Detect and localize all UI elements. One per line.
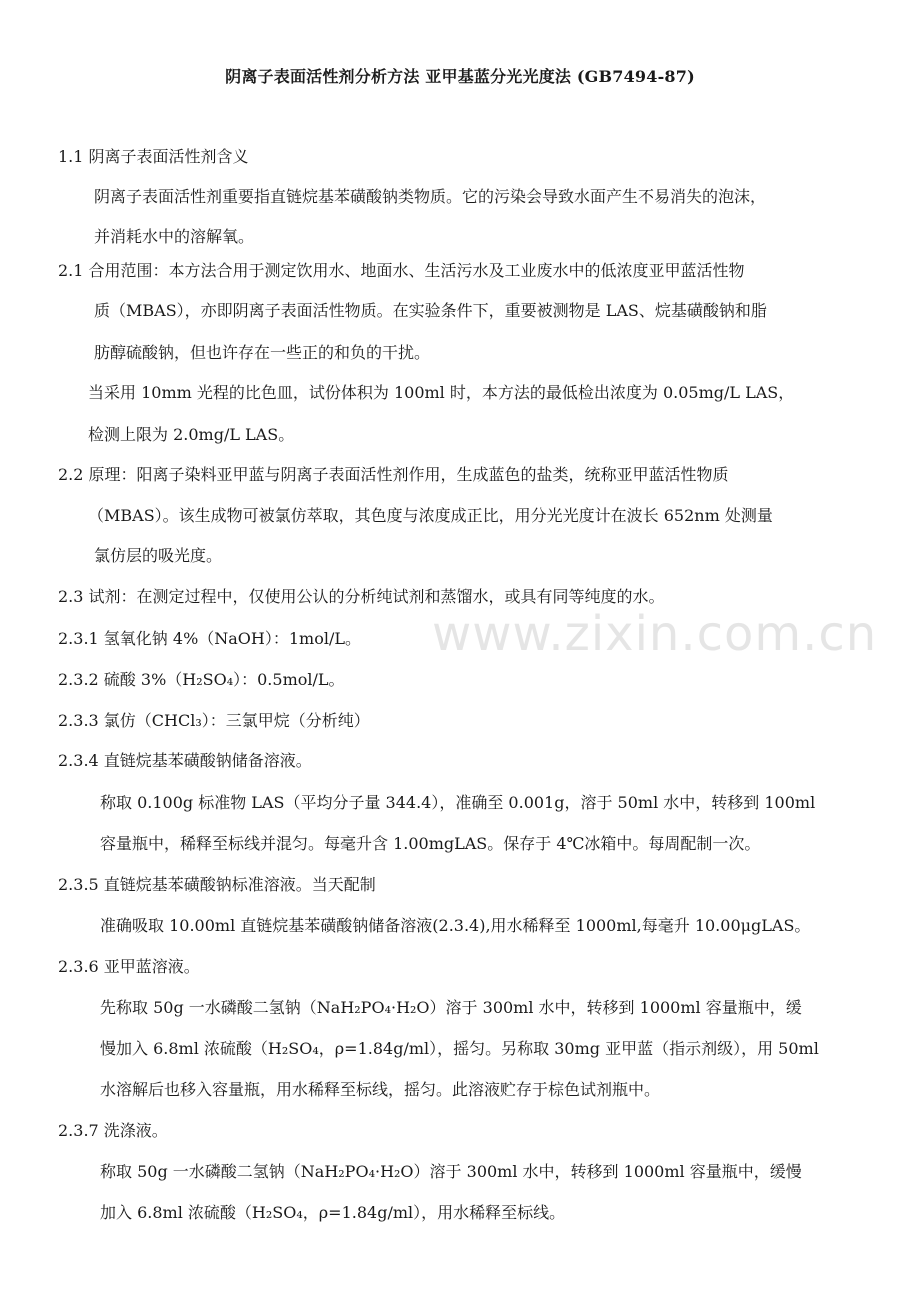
watermark: www.zixin.com.cn <box>432 606 878 662</box>
paragraph-line: 肪醇硫酸钠，但也许存在一些正的和负的干扰。 <box>94 343 431 362</box>
paragraph-line: 称取 0.100g 标准物 LAS（平均分子量 344.4），准确至 0.001g，溶于 50ml 水中，转移到 100ml <box>100 793 816 812</box>
section-1-1-heading: 1.1 阴离子表面活性剂含义 <box>58 147 249 166</box>
section-2-3-6: 2.3.6 亚甲蓝溶液。 <box>58 957 200 976</box>
paragraph-line: 容量瓶中，稀释至标线并混匀。每毫升含 1.00mgLAS。保存于 4℃冰箱中。每周配制一次。 <box>100 834 761 853</box>
paragraph-line: 并消耗水中的溶解氧。 <box>94 227 255 246</box>
section-2-3-heading: 2.3 试剂：在测定过程中，仅使用公认的分析纯试剂和蒸馏水，或具有同等纯度的水。 <box>58 587 665 606</box>
paragraph-line: 先称取 50g 一水磷酸二氢钠（NaH₂PO₄·H₂O）溶于 300ml 水中，转移到 1000ml 容量瓶中，缓 <box>100 998 802 1017</box>
section-2-3-3: 2.3.3 氯仿（CHCl₃）：三氯甲烷（分析纯） <box>58 711 370 730</box>
paragraph-line: 阴离子表面活性剂重要指直链烷基苯磺酸钠类物质。它的污染会导致水面产生不易消失的泡沫， <box>94 187 767 206</box>
paragraph-line: 当采用 10mm 光程的比色皿，试份体积为 100ml 时，本方法的最低检出浓度为 0.05mg/L LAS， <box>88 383 795 402</box>
paragraph-line: 质（MBAS），亦即阴离子表面活性物质。在实验条件下，重要被测物是 LAS、烷基磺酸钠和脂 <box>94 301 767 320</box>
paragraph-line: 加入 6.8ml 浓硫酸（H₂SO₄，ρ=1.84g/ml），用水稀释至标线。 <box>100 1203 566 1222</box>
section-2-3-4: 2.3.4 直链烷基苯磺酸钠储备溶液。 <box>58 751 312 770</box>
paragraph-line: 水溶解后也移入容量瓶，用水稀释至标线，摇匀。此溶液贮存于棕色试剂瓶中。 <box>100 1080 661 1099</box>
section-2-3-5: 2.3.5 直链烷基苯磺酸钠标准溶液。当天配制 <box>58 875 376 894</box>
section-2-3-1: 2.3.1 氢氧化钠 4%（NaOH）：1mol/L。 <box>58 629 361 648</box>
section-2-3-2: 2.3.2 硫酸 3%（H₂SO₄）：0.5mol/L。 <box>58 670 345 689</box>
paragraph-line: 慢加入 6.8ml 浓硫酸（H₂SO₄，ρ=1.84g/ml），摇匀。另称取 30mg 亚甲蓝（指示剂级），用 50ml <box>100 1039 819 1058</box>
section-2-1-heading: 2.1 合用范围：本方法合用于测定饮用水、地面水、生活污水及工业废水中的低浓度亚甲蓝活性物 <box>58 261 745 280</box>
paragraph-line: 称取 50g 一水磷酸二氢钠（NaH₂PO₄·H₂O）溶于 300ml 水中，转移到 1000ml 容量瓶中，缓慢 <box>100 1162 802 1181</box>
paragraph-line: 准确吸取 10.00ml 直链烷基苯磺酸钠储备溶液(2.3.4),用水稀释至 1000ml,每毫升 10.00μgLAS。 <box>100 916 811 935</box>
section-2-3-7: 2.3.7 洗涤液。 <box>58 1121 168 1140</box>
paragraph-line: （MBAS）。该生成物可被氯仿萃取，其色度与浓度成正比，用分光光度计在波长 652nm 处测量 <box>88 506 773 525</box>
section-2-2-heading: 2.2 原理：阳离子染料亚甲蓝与阴离子表面活性剂作用，生成蓝色的盐类，统称亚甲蓝活性物质 <box>58 465 729 484</box>
paragraph-line: 检测上限为 2.0mg/L LAS。 <box>88 425 295 444</box>
paragraph-line: 氯仿层的吸光度。 <box>94 546 223 565</box>
document-title: 阴离子表面活性剂分析方法 亚甲基蓝分光光度法 (GB7494-87) <box>225 67 695 86</box>
